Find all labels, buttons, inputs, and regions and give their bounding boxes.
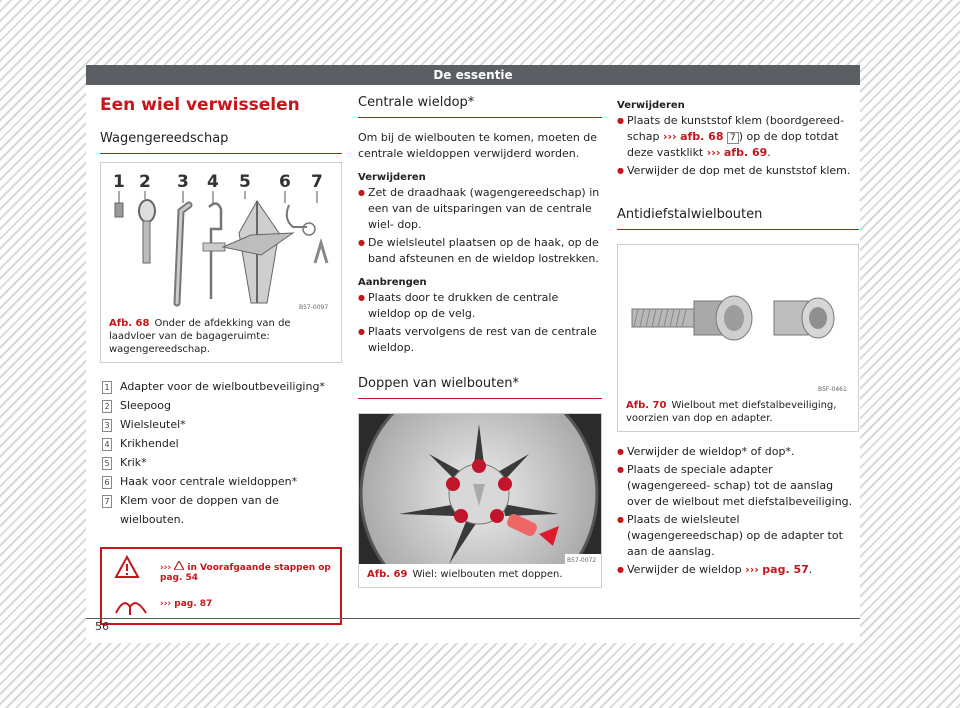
warning-ref-1 — [160, 561, 340, 583]
column-3 — [617, 100, 859, 578]
callout-5: 5 — [239, 172, 251, 192]
bullet-item: ● Plaats de wielsleutel (wagengereedschap) op de adapter tot aan de aanslag. — [617, 512, 859, 560]
callout-3: 3 — [177, 172, 189, 192]
item-number: 6 — [102, 476, 112, 489]
bullet-item: ● Plaats de speciale adapter (wagengereed- schap) tot de aanslag over de wielbout met diefstalbeveiliging. — [617, 462, 859, 510]
item-number: 4 — [102, 438, 112, 451]
warning-ref-link[interactable]: in Voorafgaande stappen op pag. 54 — [160, 563, 331, 583]
bullet-text: . — [767, 146, 771, 159]
arrow-glyph: ››› — [745, 563, 759, 576]
warning-box — [100, 547, 342, 625]
callout-7: 7 — [311, 172, 323, 192]
list-item — [100, 453, 342, 472]
callout-number: 7 — [727, 132, 739, 144]
arrow-glyph: ››› — [160, 599, 172, 609]
caption-text: Wielbout met diefstalbeveiliging, voorzien van dop en adapter. — [626, 400, 837, 424]
item-text: Krikhendel — [120, 437, 179, 450]
warning-triangle-icon — [114, 555, 140, 579]
antidiefstal-steps — [617, 444, 859, 578]
mount-label: Aanbrengen — [358, 277, 427, 288]
book-hand-icon — [114, 593, 148, 617]
figure-68-caption — [101, 313, 341, 362]
bullet-item — [617, 113, 859, 161]
item-text: Adapter voor de wielboutbeveiliging* — [120, 380, 325, 393]
warning-ref-2 — [160, 599, 212, 609]
figure-id-70: B5F-0461 — [818, 386, 847, 393]
item-text: Sleepoog — [120, 399, 171, 412]
figure-69 — [358, 413, 602, 588]
item-number: 5 — [102, 457, 112, 470]
column-2 — [358, 95, 602, 588]
item-text: Haak voor centrale wieldoppen* — [120, 475, 298, 488]
chapter-title: Een wiel verwisselen — [100, 95, 300, 115]
wheel-bolt-illustration — [618, 245, 858, 395]
item-text: Krik* — [120, 456, 147, 469]
remove-label: Verwijderen — [358, 172, 426, 183]
list-item — [100, 434, 342, 453]
bullet-text: ) op de dop totdat deze vastklikt — [627, 130, 839, 159]
bullet-item: ● Plaats vervolgens de rest van de centrale wieldop. — [358, 324, 602, 356]
item-number: 1 — [102, 381, 112, 394]
callout-2: 2 — [139, 172, 151, 192]
item-text: Wielsleutel* — [120, 418, 186, 431]
figure-70-caption — [618, 395, 858, 431]
intro-paragraph: Om bij de wielbouten te komen, moeten de centrale wieldoppen verwijderd worden. — [358, 131, 598, 160]
figure-label: Afb. 69 — [367, 569, 408, 580]
figure-69-caption — [359, 564, 601, 587]
page-header: De essentie — [86, 65, 860, 85]
item-number: 2 — [102, 400, 112, 413]
footer-divider — [86, 618, 860, 619]
section-title-wagengereedschap: Wagengereedschap — [100, 131, 342, 154]
wheel-photo — [359, 414, 601, 564]
tools-list — [100, 377, 342, 529]
bullet-text: Plaats de kunststof klem (boordgereed- schap — [627, 114, 845, 143]
figure-70 — [617, 244, 859, 432]
figure-label: Afb. 70 — [626, 400, 667, 411]
page-ref-link[interactable]: pag. 57 — [762, 563, 809, 576]
figure-ref-link[interactable]: afb. 68 — [680, 130, 724, 143]
section-title-centrale-wieldop: Centrale wieldop* — [358, 95, 602, 118]
callout-6: 6 — [279, 172, 291, 192]
caption-text: Onder de afdekking van de laadvloer van de bagageruimte: wagengereedschap. — [109, 318, 291, 355]
bullet-item: ● Plaats door te drukken de centrale wieldop op de velg. — [358, 290, 602, 322]
column-1 — [100, 95, 342, 625]
section-title-doppen: Doppen van wielbouten* — [358, 376, 602, 399]
bullet-item: ● Zet de draadhaak (wagengereedschap) in een van de uitsparingen van de centrale wiel- dop. — [358, 185, 602, 233]
callout-4: 4 — [207, 172, 219, 192]
bullet-item: ● Verwijder de dop met de kunststof klem. — [617, 163, 859, 179]
bullet-item: ● De wielsleutel plaatsen op de haak, op de band afsteunen en de wieldop lostrekken. — [358, 235, 602, 267]
warning-row-1 — [102, 549, 340, 583]
warning-row-2 — [102, 587, 340, 621]
figure-id-69: B57-0072 — [567, 557, 597, 564]
bullet-text: Verwijder de wieldop — [627, 563, 742, 576]
list-item — [100, 491, 342, 529]
bullet-text: . — [808, 563, 813, 576]
item-text: Klem voor de doppen van de wielbouten. — [120, 494, 279, 526]
figure-ref-link[interactable]: afb. 69 — [723, 146, 768, 159]
tools-illustration — [101, 163, 341, 313]
page-ref-link[interactable]: pag. 87 — [174, 599, 213, 609]
figure-68 — [100, 162, 342, 363]
arrow-glyph: ››› — [706, 146, 721, 159]
list-item — [100, 396, 342, 415]
arrow-glyph: ››› — [662, 130, 677, 143]
list-item — [100, 415, 342, 434]
figure-label: Afb. 68 — [109, 318, 150, 329]
list-item — [100, 472, 342, 491]
remove-label: Verwijderen — [617, 100, 685, 111]
callout-1: 1 — [113, 172, 125, 192]
figure-id-68: B57-0097 — [299, 304, 329, 311]
arrow-glyph: ››› — [160, 563, 172, 573]
bullet-item — [617, 562, 859, 578]
item-number: 3 — [102, 419, 112, 432]
item-number: 7 — [102, 495, 112, 508]
caption-text: Wiel: wielbouten met doppen. — [412, 569, 563, 580]
page-number: 56 — [95, 620, 109, 633]
bullet-item: ● Verwijder de wieldop* of dop*. — [617, 444, 859, 460]
small-warning-icon — [174, 561, 184, 570]
list-item — [100, 377, 342, 396]
section-title-antidiefstal: Antidiefstalwielbouten — [617, 207, 859, 230]
